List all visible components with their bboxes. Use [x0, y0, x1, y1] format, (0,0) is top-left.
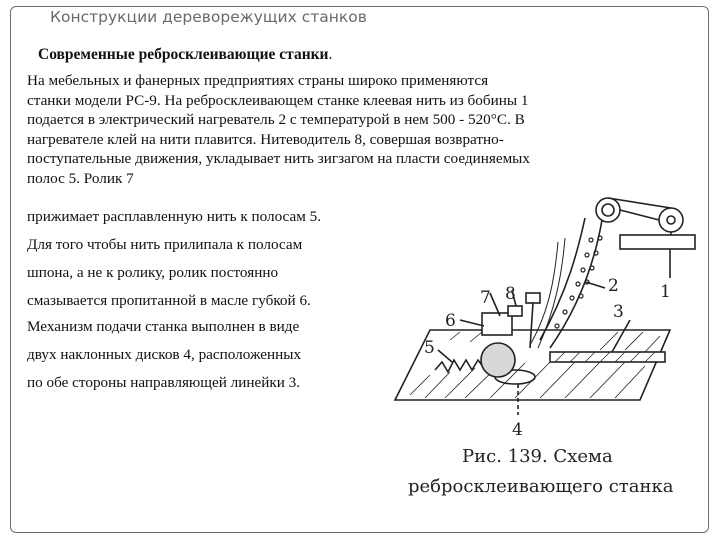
pulley [596, 198, 620, 222]
thread-guide [526, 293, 540, 303]
paragraph-line: подается в электрический нагреватель 2 с температурой в нем 500 - 520°С. В [27, 111, 525, 129]
diagram-label-1: 1 [660, 282, 671, 302]
heater-tube-outer [540, 218, 585, 340]
section-heading-tail: . [328, 46, 333, 63]
side-text-line: по обе стороны направляющей линейки 3. [27, 374, 301, 391]
guide-ruler [550, 352, 665, 362]
body-paragraph [27, 71, 707, 189]
diagram-label-5: 5 [424, 338, 435, 358]
diagram-label-7: 7 [480, 288, 491, 308]
paragraph-line: На мебельных и фанерных предприятиях страны широко применяются [27, 72, 489, 89]
side-text-line: смазывается пропитанной в масле губкой 6. [27, 292, 311, 309]
glue-thread-zigzag [435, 360, 484, 372]
diagram-label-3: 3 [613, 302, 624, 322]
paragraph-line: нагревателе клей на нити плавится. Нитеводитель 8, совершая возвратно- [27, 130, 504, 148]
paragraph-line: станки модели РС-9. На ребросклеивающем станке клеевая нить из бобины 1 [27, 91, 529, 109]
press-roller [481, 343, 515, 377]
side-text-line: Механизм подачи станка выполнен в виде [27, 318, 300, 335]
diagram-label-4: 4 [512, 420, 523, 440]
diagram-label-2: 2 [608, 276, 619, 296]
side-text-line: двух наклонных дисков 4, расположенных [27, 346, 302, 363]
bobbin [659, 208, 683, 232]
figure-caption-line-2: ребросклеивающего станка [408, 476, 674, 497]
table-hatching [410, 332, 660, 398]
section-heading-bold: Современные ребросклеивающие станки [38, 46, 329, 63]
paragraph-line: поступательные движения, укладывает нить зигзагом на пласти соединяемых [27, 150, 530, 168]
figure-caption-line-1: Рис. 139. Схема [462, 446, 613, 467]
paragraph-line: полос 5. Ролик 7 [27, 169, 134, 187]
diagram-label-8: 8 [505, 284, 516, 304]
side-text-line: Для того чтобы нить прилипала к полосам [27, 236, 303, 253]
bobbin-bracket [620, 235, 695, 249]
side-text-line: прижимает расплавленную нить к полосам 5. [27, 208, 322, 225]
side-text-line: шпона, а не к ролику, ролик постоянно [27, 264, 279, 281]
slide-title: Конструкции дереворежущих станков [50, 8, 367, 26]
diagram-label-6: 6 [445, 311, 456, 331]
section-heading [38, 46, 332, 64]
machine-diagram [390, 180, 700, 510]
